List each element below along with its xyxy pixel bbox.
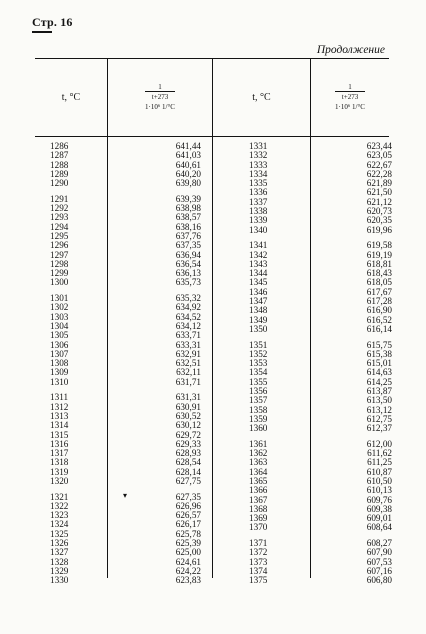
temperature-cell: 1338 [249, 206, 268, 217]
temperature-cell: 1291 [50, 193, 69, 204]
temperature-cell: 1317 [50, 448, 69, 459]
value-cell: 614,25 [366, 376, 392, 387]
value-cell: 639,80 [175, 178, 201, 189]
value-cell: 623,44 [366, 141, 392, 151]
value-cell: 612,37 [366, 423, 392, 434]
value-cell: 625,00 [175, 547, 201, 558]
temperature-cell: 1353 [249, 358, 268, 369]
value-cell: 621,50 [366, 187, 392, 198]
temperature-cell: 1330 [50, 575, 69, 586]
value-cell: 619,96 [366, 224, 392, 235]
temperature-cell: 1318 [50, 457, 69, 468]
data-table [35, 58, 392, 586]
temperature-cell: 1343 [249, 258, 268, 269]
temperature-cell: 1344 [249, 268, 268, 279]
value-cell: 614,63 [366, 367, 392, 378]
value-cell: 632,11 [176, 367, 201, 378]
temperature-cell: 1336 [249, 187, 268, 198]
temperature-cell: 1315 [50, 429, 69, 440]
value-cell: 613,12 [366, 404, 392, 415]
value-cell: 629,72 [175, 429, 201, 440]
temperature-cell: 1312 [50, 401, 69, 412]
temperature-cell: 1375 [249, 575, 268, 586]
temperature-cell: 1350 [249, 323, 268, 334]
temperature-cell: 1362 [249, 448, 268, 459]
header-t-right: t, °C [252, 91, 271, 103]
value-cell: 610,13 [366, 485, 392, 496]
value-cell: 623,83 [175, 575, 201, 586]
temperature-cell: 1349 [249, 314, 268, 325]
temperature-cell: 1351 [249, 339, 268, 350]
temperature-cell: 1374 [249, 565, 268, 576]
temperature-cell: 1360 [249, 423, 268, 434]
value-cell: 636,13 [175, 268, 201, 279]
value-cell: 620,35 [366, 215, 392, 226]
header-formula-right [311, 58, 389, 136]
value-cell: 622,67 [366, 159, 392, 170]
value-cell: 618,05 [366, 277, 392, 288]
table-column-divider [212, 58, 213, 578]
value-cell: 635,32 [175, 293, 201, 304]
temperature-cell: 1323 [50, 510, 69, 521]
value-cell: 638,98 [175, 203, 201, 214]
column-values-left [151, 142, 201, 586]
value-cell: 611,25 [367, 457, 392, 468]
value-cell: 621,12 [366, 196, 392, 207]
temperature-cell: 1355 [249, 376, 268, 387]
temperature-cell: 1293 [50, 212, 69, 223]
temperature-cell: 1307 [50, 348, 69, 359]
value-cell: 640,20 [175, 168, 201, 179]
temperature-cell: 1335 [249, 178, 268, 189]
temperature-cell: 1348 [249, 305, 268, 316]
header-formula-left [108, 58, 212, 136]
value-cell: 625,39 [175, 538, 201, 549]
value-cell: 620,73 [366, 206, 392, 217]
temperature-cell: 1329 [50, 565, 69, 576]
temperature-cell: 1301 [50, 293, 69, 304]
value-cell: 609,38 [366, 503, 392, 514]
value-cell: 615,75 [366, 339, 392, 350]
value-cell: 627,35 [175, 491, 201, 502]
value-cell: 630,12 [175, 420, 201, 431]
value-cell: 628,93 [175, 448, 201, 459]
temperature-cell: 1361 [249, 438, 268, 449]
temperature-cell: 1333 [249, 159, 268, 170]
formula-unit: 1·10⁶ 1/°C [335, 102, 365, 111]
temperature-cell: 1327 [50, 547, 69, 558]
temperature-cell: 1356 [249, 386, 268, 397]
value-cell: 617,67 [366, 286, 392, 297]
value-cell: 623,05 [366, 150, 392, 161]
temperature-cell: 1357 [249, 395, 268, 406]
value-cell: 641,44 [175, 141, 201, 151]
temperature-cell: 1354 [249, 367, 268, 378]
temperature-cell: 1322 [50, 500, 69, 511]
temperature-cell: 1326 [50, 538, 69, 549]
temperature-cell: 1347 [249, 296, 268, 307]
temperature-cell: 1286 [50, 141, 69, 151]
temperature-cell: 1298 [50, 258, 69, 269]
value-cell: 636,94 [175, 249, 201, 260]
value-cell: 637,35 [175, 240, 201, 251]
temperature-cell: 1341 [249, 240, 268, 251]
temperature-cell: 1342 [249, 249, 268, 260]
value-cell: 634,92 [175, 302, 201, 313]
value-cell: 632,51 [175, 358, 201, 369]
value-cell: 632,91 [175, 348, 201, 359]
temperature-cell: 1366 [249, 485, 268, 496]
formula-unit: 1·10⁶ 1/°C [145, 102, 175, 111]
formula-denominator: t+273 [151, 93, 169, 102]
value-cell: 615,01 [366, 358, 392, 369]
value-cell: 606,80 [366, 575, 392, 586]
value-cell: 618,43 [366, 268, 392, 279]
value-cell: 616,52 [366, 314, 392, 325]
value-cell: 626,57 [175, 510, 201, 521]
temperature-cell: 1302 [50, 302, 69, 313]
value-cell: 631,71 [175, 376, 201, 387]
temperature-cell: 1300 [50, 277, 69, 288]
temperature-cell: 1359 [249, 413, 268, 424]
value-cell: 628,14 [175, 466, 201, 477]
value-cell: 634,52 [175, 311, 201, 322]
temperature-cell: 1332 [249, 150, 268, 161]
value-cell: 612,00 [366, 438, 392, 449]
temperature-cell: 1313 [50, 410, 69, 421]
temperature-cell: 1373 [249, 556, 268, 567]
temperature-cell: 1364 [249, 466, 268, 477]
value-cell: 621,89 [366, 178, 392, 189]
value-cell: 626,17 [175, 519, 201, 530]
page-number: Стр. 16 [32, 15, 73, 29]
temperature-cell: 1367 [249, 494, 268, 505]
value-cell: 616,14 [366, 323, 392, 334]
temperature-cell: 1368 [249, 503, 268, 514]
temperature-cell: 1319 [50, 466, 69, 477]
header-t-left: t, °C [61, 91, 81, 103]
temperature-cell: 1305 [50, 330, 69, 341]
value-cell: 608,27 [366, 538, 392, 549]
value-cell: 607,90 [366, 547, 392, 558]
value-cell: 610,87 [366, 466, 392, 477]
temperature-cell: 1294 [50, 221, 69, 232]
temperature-cell: 1316 [50, 438, 69, 449]
temperature-cell: 1303 [50, 311, 69, 322]
temperature-cell: 1346 [249, 286, 268, 297]
temperature-cell: 1306 [50, 339, 69, 350]
temperature-cell: 1321 [50, 491, 69, 502]
value-cell: 618,81 [366, 258, 392, 269]
value-cell: 636,54 [175, 258, 201, 269]
temperature-cell: 1292 [50, 203, 69, 214]
value-cell: 608,64 [366, 522, 392, 533]
temperature-cell: 1290 [50, 178, 69, 189]
value-cell: 612,75 [366, 413, 392, 424]
value-cell: 607,16 [366, 565, 392, 576]
value-cell: 619,19 [366, 249, 392, 260]
temperature-cell: 1299 [50, 268, 69, 279]
temperature-cell: 1331 [249, 141, 268, 151]
value-cell: 619,58 [366, 240, 392, 251]
temperature-cell: 1289 [50, 168, 69, 179]
value-cell: 631,31 [175, 392, 201, 403]
formula-denominator: t+273 [341, 93, 359, 102]
temperature-cell: 1297 [50, 249, 69, 260]
temperature-cell: 1324 [50, 519, 69, 530]
value-cell: 638,57 [175, 212, 201, 223]
temperature-cell: 1352 [249, 348, 268, 359]
temperature-cell: 1334 [249, 168, 268, 179]
value-cell: 633,71 [175, 330, 201, 341]
temperature-cell: 1308 [50, 358, 69, 369]
value-cell: 625,78 [175, 528, 201, 539]
value-cell: 613,50 [366, 395, 392, 406]
value-cell: 633,31 [175, 339, 201, 350]
temperature-cell: 1337 [249, 196, 268, 207]
temperature-cell: 1358 [249, 404, 268, 415]
temperature-cell: 1339 [249, 215, 268, 226]
value-cell: 638,16 [175, 221, 201, 232]
temperature-cell: 1296 [50, 240, 69, 251]
value-cell: 641,03 [175, 150, 201, 161]
value-cell: 611,62 [367, 448, 392, 459]
temperature-cell: 1363 [249, 457, 268, 468]
temperature-cell: 1340 [249, 224, 268, 235]
temperature-cell: 1372 [249, 547, 268, 558]
temperature-cell: 1295 [50, 230, 69, 241]
value-cell: 624,61 [175, 556, 201, 567]
value-cell: 607,53 [366, 556, 392, 567]
temperature-cell: 1309 [50, 367, 69, 378]
temperature-cell: 1370 [249, 522, 268, 533]
column-t-left [50, 142, 92, 586]
formula-numerator: 1 [335, 83, 365, 92]
value-cell: 637,76 [175, 230, 201, 241]
value-cell: 630,91 [175, 401, 201, 412]
temperature-cell: 1311 [50, 392, 69, 403]
value-cell: 628,54 [175, 457, 201, 468]
temperature-cell: 1369 [249, 513, 268, 524]
table-column-divider [310, 58, 311, 578]
temperature-cell: 1310 [50, 376, 69, 387]
value-cell: 634,12 [175, 320, 201, 331]
temperature-cell: 1328 [50, 556, 69, 567]
temperature-cell: 1325 [50, 528, 69, 539]
formula-numerator: 1 [145, 83, 175, 92]
value-cell: 635,73 [175, 277, 201, 288]
value-cell: 640,61 [175, 159, 201, 170]
value-cell: 613,87 [366, 386, 392, 397]
value-cell: 615,38 [366, 348, 392, 359]
temperature-cell: 1371 [249, 538, 268, 549]
temperature-cell: 1287 [50, 150, 69, 161]
temperature-cell: 1288 [50, 159, 69, 170]
temperature-cell: 1304 [50, 320, 69, 331]
temperature-cell: 1365 [249, 475, 268, 486]
value-cell: 630,52 [175, 410, 201, 421]
temperature-cell: 1320 [50, 475, 69, 486]
page-number-underline [32, 31, 52, 33]
stray-ink-mark: ▾ [123, 491, 128, 500]
value-cell: 626,96 [175, 500, 201, 511]
value-cell: 627,75 [175, 475, 201, 486]
column-t-right [249, 142, 291, 586]
value-cell: 622,28 [366, 168, 392, 179]
value-cell: 609,76 [366, 494, 392, 505]
value-cell: 617,28 [366, 296, 392, 307]
value-cell: 609,01 [366, 513, 392, 524]
temperature-cell: 1314 [50, 420, 69, 431]
value-cell: 624,22 [175, 565, 201, 576]
value-cell: 629,33 [175, 438, 201, 449]
continuation-label: Продолжение [316, 44, 385, 56]
temperature-cell: 1345 [249, 277, 268, 288]
column-values-right [345, 142, 392, 586]
table-column-divider [107, 58, 108, 578]
value-cell: 610,50 [366, 475, 392, 486]
value-cell: 616,90 [366, 305, 392, 316]
value-cell: 639,39 [175, 193, 201, 204]
